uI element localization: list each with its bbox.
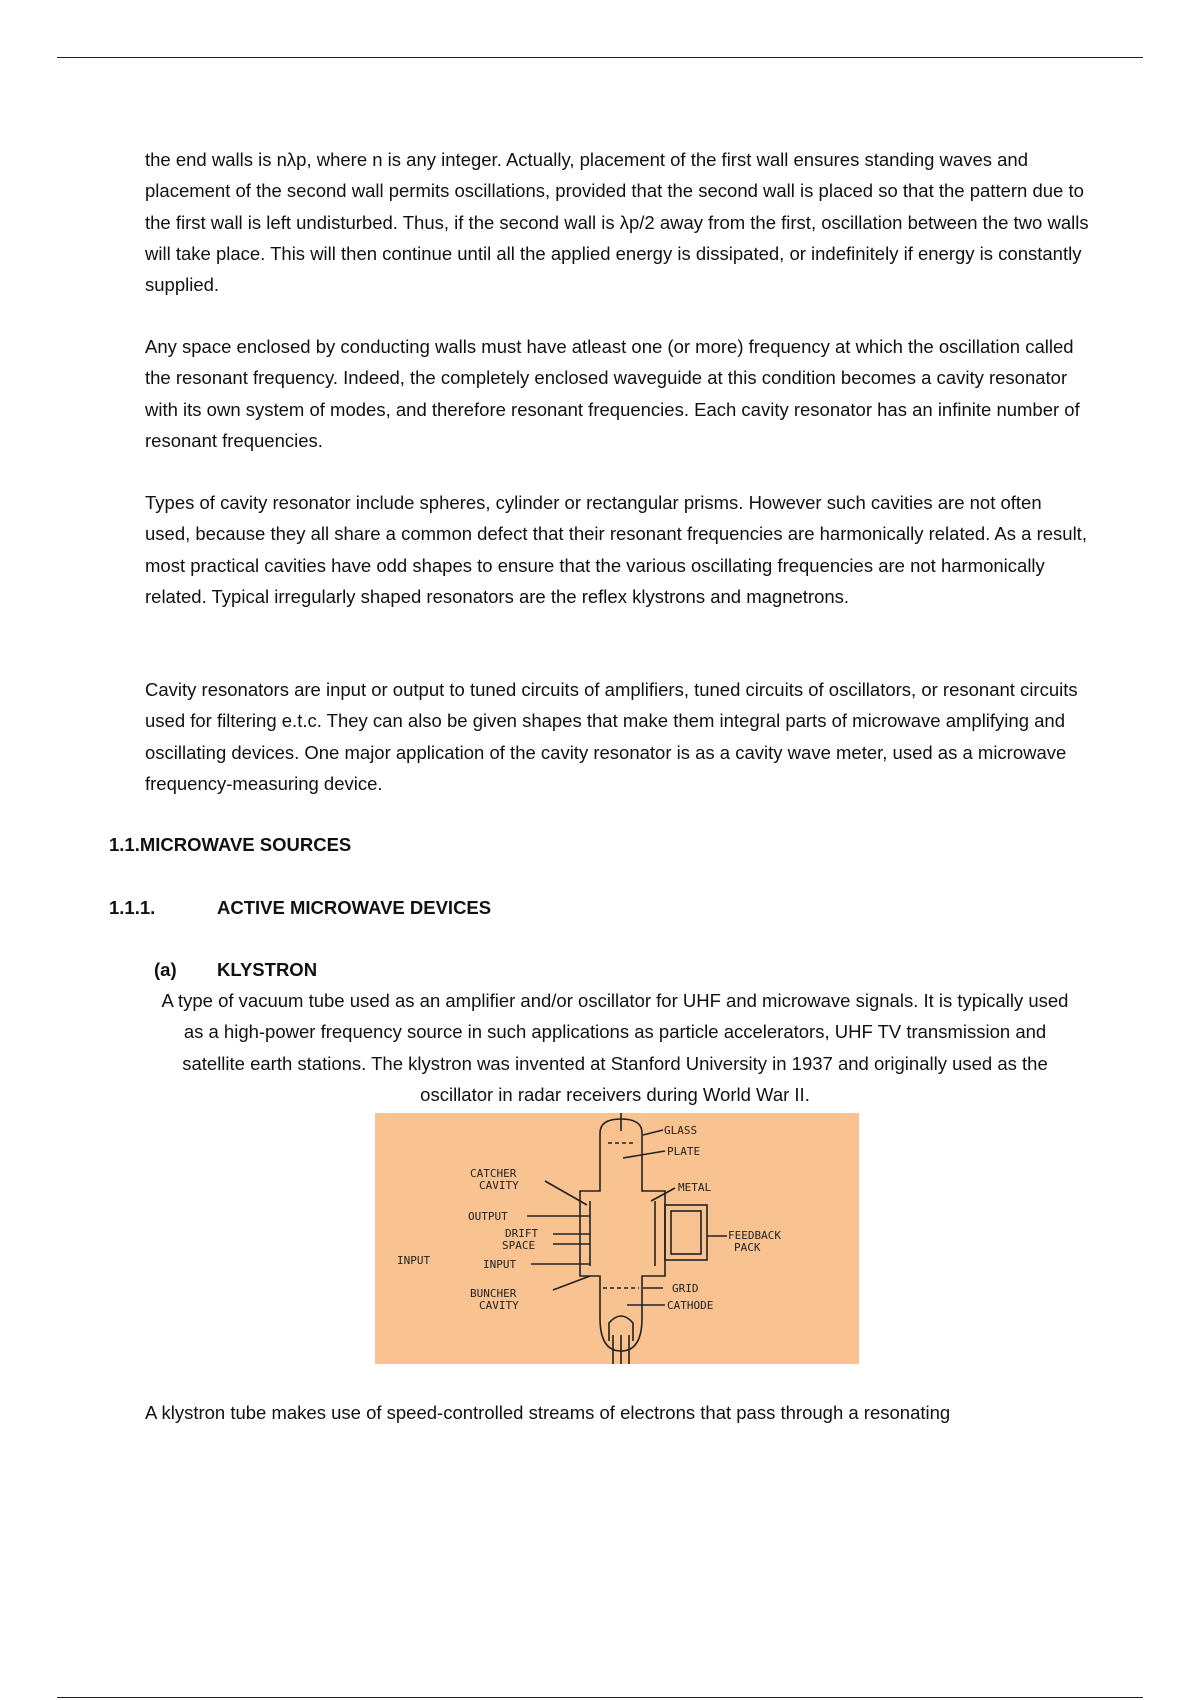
paragraph-resonant-frequency: Any space enclosed by conducting walls must have atleast one (or more) frequency at which the oscillation called the resonant frequency. Indeed, the completely enclosed waveguide at this condition becomes a cavity resonator with its own system of modes, and therefore resonant frequencies. Each cavity resonator has an infinite number of resonant frequencies. — [145, 336, 1080, 451]
plate-leader — [623, 1151, 665, 1158]
heading-text: MICROWAVE SOURCES — [139, 834, 352, 855]
label-input-left: INPUT — [397, 1254, 431, 1267]
label-catcher-cavity-2: CAVITY — [479, 1179, 519, 1192]
label-feedback-pack-1: FEEDBACK — [728, 1229, 781, 1242]
heading-number: 1.1.1. — [109, 897, 156, 918]
heading-text: ACTIVE MICROWAVE DEVICES — [217, 897, 492, 918]
label-drift-space-1: DRIFT — [505, 1227, 539, 1240]
paragraph-cavity-applications: Cavity resonators are input or output to tuned circuits of amplifiers, tuned circuits of oscillators, or resonant circuits used for filtering e.t.c. They can also be given shapes that make them integral parts of microwave amplifying and oscillating devices. One major application of the cavity resonator is as a cavity wave meter, used as a microwave frequency-measuring device. — [145, 679, 1078, 794]
paragraph-standing-waves: the end walls is nλp, where n is any integer. Actually, placement of the first wall ensures standing waves and placement of the second wall permits oscillations, provided that the second wall is placed so that the pattern due to the first wall is left undisturbed. Thus, if the second wall is λp/2 away from the first, oscillation between the two walls will take place. This will then continue until all the applied energy is dissipated, or indefinitely if energy is constantly supplied. — [145, 149, 1089, 296]
label-buncher-cavity-2: CAVITY — [479, 1299, 519, 1312]
label-cathode: CATHODE — [667, 1299, 714, 1312]
tube-right-wall — [642, 1151, 665, 1318]
label-glass: GLASS — [664, 1124, 698, 1137]
label-plate: PLATE — [667, 1145, 701, 1158]
paragraph-cavity-types: Types of cavity resonator include spheres, cylinder or rectangular prisms. However such cavities are not often used, because they all share a common defect that their resonant frequencies are harmonically related. As a result, most practical cavities have odd shapes to ensure that the various oscillating frequencies are not harmonically related. Typical irregularly shaped resonators are the reflex klystrons and magnetrons. — [145, 492, 1087, 607]
label-output: OUTPUT — [468, 1210, 508, 1223]
heading-text: KLYSTRON — [217, 959, 318, 980]
heading-klystron — [154, 958, 317, 982]
klystron-diagram-svg — [375, 1113, 859, 1364]
heading-microwave-sources — [109, 833, 351, 857]
label-buncher-cavity-1: BUNCHER — [470, 1287, 517, 1300]
header-rule — [57, 57, 1143, 58]
metal-leader — [651, 1188, 675, 1201]
klystron-intro-paragraph: A type of vacuum tube used as an amplifier and/or oscillator for UHF and microwave signals. It is typically used as a high-power frequency source in such applications as particle accelerators, UHF TV transmission and satellite earth stations. The klystron was invented at Stanford University in 1937 and originally used as the oscillator in radar receivers during World War II. — [161, 990, 1069, 1105]
buncher-leader — [553, 1276, 590, 1290]
label-input-inner: INPUT — [483, 1258, 517, 1271]
paragraph-klystron-operation: A klystron tube makes use of speed-controlled streams of electrons that pass through a resonating — [145, 1402, 951, 1423]
feedback-box-inner — [671, 1211, 701, 1254]
heading-number: (a) — [154, 959, 177, 980]
label-catcher-cavity-1: CATCHER — [470, 1167, 517, 1180]
label-drift-space-2: SPACE — [502, 1239, 536, 1252]
heading-active-microwave-devices — [109, 896, 491, 920]
label-grid: GRID — [672, 1282, 699, 1295]
klystron-diagram — [375, 1113, 859, 1364]
glass-leader — [643, 1130, 663, 1135]
label-metal: METAL — [678, 1181, 712, 1194]
label-feedback-pack-2: PACK — [734, 1241, 761, 1254]
heading-number: 1.1. — [109, 834, 140, 855]
footer-rule — [57, 1697, 1143, 1698]
